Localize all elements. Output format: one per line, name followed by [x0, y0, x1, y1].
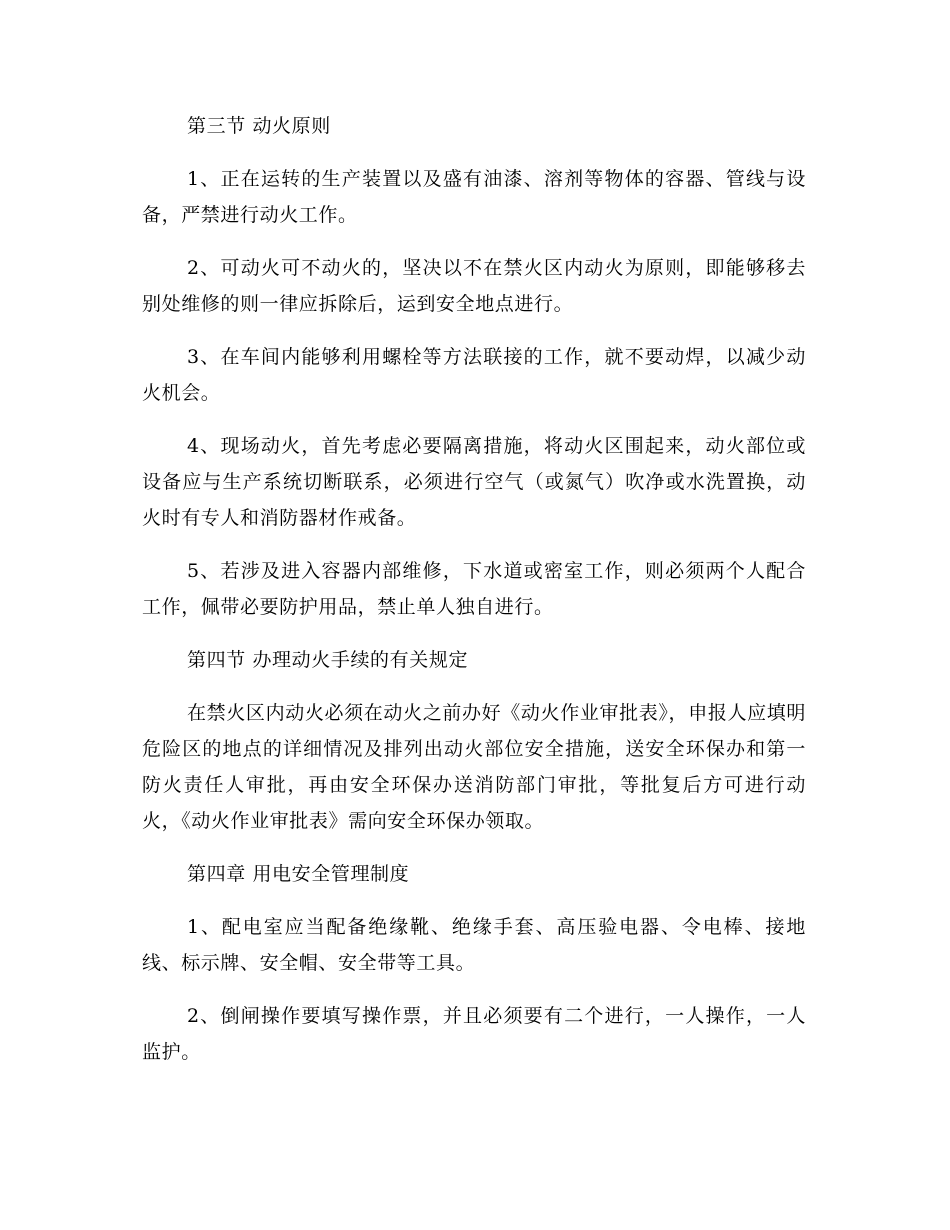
rule-paragraph-2: 2、可动火可不动火的，坚决以不在禁火区内动火为原则，即能够移去别处维修的则一律应拆除后，运到安全地点进行。 — [142, 257, 806, 315]
rule-paragraph-4: 4、现场动火，首先考虑必要隔离措施，将动火区围起来，动火部位或设备应与生产系统切断联系，必须进行空气（或氮气）吹净或水洗置换，动火时有专人和消防器材作戒备。 — [142, 435, 806, 529]
section-heading-fire-procedures: 第四节 办理动火手续的有关规定 — [187, 649, 469, 671]
procedure-paragraph: 在禁火区内动火必须在动火之前办好《动火作业审批表》，申报人应填明危险区的地点的详细情况及排列出动火部位安全措施，送安全环保办和第一防火责任人审批，再由安全环保办送消防部门审批，等批复后方可进行动火，《动火作业审批表》需向安全环保办领取。 — [142, 702, 806, 832]
section-heading-fire-principles: 第三节 动火原则 — [187, 115, 331, 137]
chapter-heading-electrical-safety: 第四章 用电安全管理制度 — [187, 863, 410, 885]
electrical-rule-paragraph-2: 2、倒闸操作要填写操作票，并且必须要有二个进行，一人操作，一人监护。 — [142, 1005, 806, 1063]
rule-paragraph-1: 1、正在运转的生产装置以及盛有油漆、溶剂等物体的容器、管线与设备，严禁进行动火工作。 — [142, 168, 806, 226]
document-page — [142, 108, 806, 1087]
rule-paragraph-5: 5、若涉及进入容器内部维修，下水道或密室工作，则必须两个人配合工作，佩带必要防护用品，禁止单人独自进行。 — [142, 560, 806, 618]
electrical-rule-paragraph-1: 1、配电室应当配备绝缘靴、绝缘手套、高压验电器、令电棒、接地线、标示牌、安全帽、安全带等工具。 — [142, 916, 806, 974]
rule-paragraph-3: 3、在车间内能够利用螺栓等方法联接的工作，就不要动焊，以减少动火机会。 — [142, 346, 806, 404]
